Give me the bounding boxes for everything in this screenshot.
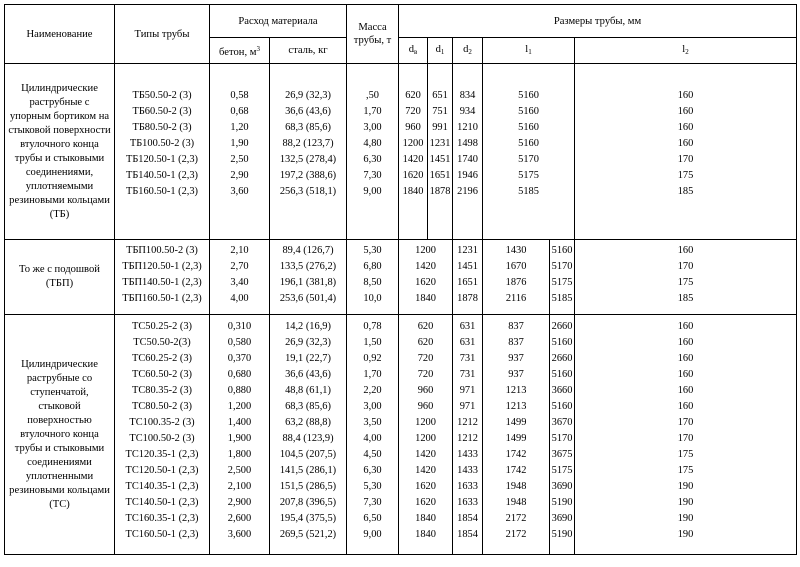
steel-value: 68,3 (85,6) [285, 401, 331, 412]
d1-value: 971 [459, 385, 476, 396]
type-cell: ТС60.25-2 (3) [131, 353, 193, 364]
d1-value: 1878 [429, 186, 451, 197]
concrete-value: 2,600 [227, 513, 252, 524]
type-cell: ТБП100.50-2 (3) [126, 245, 198, 256]
d2-value: 937 [508, 353, 524, 364]
l1-value: 3675 [551, 449, 573, 460]
d2-value: 1742 [505, 449, 527, 460]
mass-value: 3,00 [363, 401, 382, 412]
d1-value: 971 [459, 401, 476, 412]
type-cell: ТБП120.50-1 (2,3) [122, 261, 202, 272]
l1-value: 5160 [518, 122, 539, 133]
steel-value: 63,2 (88,8) [285, 417, 331, 428]
types-tbp-cell [115, 240, 210, 315]
l2-value: 160 [677, 90, 694, 101]
mass-value: 1,70 [363, 106, 382, 117]
d2-value: 1499 [505, 433, 527, 444]
mass-value: 3,00 [363, 122, 382, 133]
l1-value: 2660 [551, 353, 573, 364]
type-cell: ТС140.50-1 (2,3) [125, 497, 199, 508]
l2-value: 160 [677, 401, 694, 412]
d1-value: 1633 [457, 497, 478, 508]
type-cell: ТС120.35-1 (2,3) [125, 449, 199, 460]
col-d2-header: $d_2$ [453, 38, 483, 64]
concrete-value: 0,68 [230, 106, 249, 117]
steel-value: 14,2 (16,9) [285, 321, 331, 332]
types-tc-cell [115, 315, 210, 555]
d1-value: 1633 [457, 481, 478, 492]
l1-value: 5160 [551, 337, 573, 348]
d2-value: 1213 [505, 401, 527, 412]
mass-value: 1,50 [363, 337, 382, 348]
concrete-value: 3,600 [227, 529, 252, 540]
l1-value: 2660 [551, 321, 573, 332]
concrete-value: 2,10 [230, 245, 249, 256]
d1-value: 651 [432, 90, 448, 101]
d-value: 960 [417, 385, 434, 396]
l1-value: 5190 [551, 529, 573, 540]
d1-value: 1451 [429, 154, 451, 165]
l2-value: 185 [677, 186, 694, 197]
d-tbp-cell [399, 240, 453, 315]
d1-value: 731 [459, 353, 476, 364]
d2-tbp-cell [483, 240, 550, 315]
l2-value: 160 [677, 245, 694, 256]
steel-value: 68,3 (85,6) [285, 122, 331, 133]
l2-value: 160 [677, 369, 694, 380]
steel-value: 141,5 (286,1) [279, 465, 337, 476]
l1-value: 5190 [551, 497, 573, 508]
d2-value: 1876 [505, 277, 527, 288]
mass-value: 8,50 [363, 277, 382, 288]
steel-value: 256,3 (518,1) [279, 186, 337, 197]
concrete-value: 2,900 [227, 497, 252, 508]
d2-tc-cell [483, 315, 550, 555]
concrete-value: 0,680 [227, 369, 252, 380]
l1-value: 3690 [551, 513, 573, 524]
l2-value: 190 [677, 481, 694, 492]
type-cell: ТС160.50-1 (2,3) [125, 529, 199, 540]
d1-value: 1651 [429, 170, 451, 181]
l2-value: 175 [677, 465, 694, 476]
concrete-value: 1,900 [227, 433, 252, 444]
col-concrete-header: бетон, $м^3$ [210, 38, 270, 64]
d-value: 1620 [415, 497, 436, 508]
type-cell: ТБ100.50-2 (3) [129, 138, 195, 149]
d-value: 720 [417, 369, 434, 380]
d1-value: 991 [432, 122, 448, 133]
concrete-value: 1,20 [230, 122, 249, 133]
col-l2-header: $l_2$ [575, 38, 797, 64]
l1-value: 5170 [518, 154, 539, 165]
d2-value: 2172 [505, 529, 527, 540]
d-tc-cell [399, 315, 453, 555]
l2-value: 160 [677, 353, 694, 364]
concrete-value: 0,310 [227, 321, 252, 332]
steel-value: 88,4 (123,9) [282, 433, 334, 444]
d-value: 1620 [415, 481, 436, 492]
d2-value: 834 [459, 90, 476, 101]
d-value: 1200 [415, 433, 436, 444]
mass-value: 9,00 [363, 529, 382, 540]
concrete-value: 3,60 [230, 186, 249, 197]
d-value: 1200 [415, 245, 436, 256]
d-value: 1420 [402, 154, 424, 165]
concrete-value: 4,00 [230, 293, 249, 304]
d-value: 960 [417, 401, 434, 412]
l1-tbp-cell [550, 240, 575, 315]
l1-value: 5175 [551, 277, 573, 288]
d1-tb-cell [428, 64, 453, 240]
mass-value: 4,50 [363, 449, 382, 460]
l1-value: 5160 [518, 90, 539, 101]
d-value: 720 [405, 106, 421, 117]
concrete-value: 1,90 [230, 138, 249, 149]
d1-value: 1651 [457, 277, 478, 288]
group-name-tb: Цилиндрические раструбные с упорным бортиком на стыковой поверхности втулочного конца трубы и стыковыми соединениями, уплотняемыми резиновыми кольцами (ТБ) [5, 64, 115, 240]
type-cell: ТБП140.50-1 (2,3) [122, 277, 202, 288]
steel-value: 48,8 (61,1) [285, 385, 331, 396]
group-name-tc: Цилиндрические раструбные со ступенчатой, стыковой поверхностью втулочного конца трубы и стыковыми соединениями уплотненными резиновыми кольцами (ТС) [5, 315, 115, 555]
mass-value: 10,0 [363, 293, 382, 304]
mass-value: 6,80 [363, 261, 382, 272]
steel-value: 19,1 (22,7) [285, 353, 331, 364]
concrete-value: 2,500 [227, 465, 252, 476]
l2-value: 170 [677, 261, 694, 272]
d1-value: 1451 [457, 261, 478, 272]
group-tbp-row [5, 240, 797, 315]
concrete-value: 2,50 [230, 154, 249, 165]
d2-value: 937 [508, 369, 524, 380]
d1-value: 631 [459, 321, 476, 332]
concrete-value: 0,58 [230, 90, 249, 101]
mass-value: 4,80 [363, 138, 382, 149]
steel-tc-cell [270, 315, 347, 555]
steel-value: 197,2 (388,6) [279, 170, 337, 181]
d-value: 1840 [415, 293, 436, 304]
d2-value: 2172 [505, 513, 527, 524]
concrete-value: 3,40 [230, 277, 249, 288]
steel-value: 26,9 (32,3) [285, 90, 331, 101]
d2-value: 1948 [505, 481, 527, 492]
concrete-value: 1,200 [227, 401, 252, 412]
d1-value: 1231 [429, 138, 451, 149]
d2-value: 1498 [457, 138, 478, 149]
type-cell: ТБ160.50-1 (2,3) [125, 186, 199, 197]
l1-value: 3670 [551, 417, 573, 428]
d-value: 620 [405, 90, 421, 101]
d1-value: 1854 [457, 529, 478, 540]
mass-tb-cell [347, 64, 399, 240]
d-tb-cell [399, 64, 428, 240]
mass-value: 4,00 [363, 433, 382, 444]
l1-value: 5160 [551, 401, 573, 412]
d-value: 1840 [402, 186, 424, 197]
d2-value: 1213 [505, 385, 527, 396]
d1-value: 1854 [457, 513, 478, 524]
header-row-1 [5, 5, 797, 38]
l2-value: 190 [677, 529, 694, 540]
type-cell: ТБ80.50-2 (3) [132, 122, 192, 133]
d1-value: 1433 [457, 449, 478, 460]
d1-value: 631 [459, 337, 476, 348]
l1-value: 5170 [551, 261, 573, 272]
d1-tc-cell [453, 315, 483, 555]
concrete-tc-cell [210, 315, 270, 555]
d1-value: 1231 [457, 245, 478, 256]
d-value: 1620 [415, 277, 436, 288]
pipe-spec-table [4, 4, 797, 555]
d2-value: 1210 [457, 122, 478, 133]
type-cell: ТС100.35-2 (3) [129, 417, 195, 428]
mass-tbp-cell [347, 240, 399, 315]
type-cell: ТБП160.50-1 (2,3) [122, 293, 202, 304]
l2-value: 190 [677, 497, 694, 508]
d2-tb-cell [453, 64, 483, 240]
col-l1-header: $l_1$ [483, 38, 575, 64]
col-name-header: Наименование [5, 5, 115, 64]
steel-tb-cell [270, 64, 347, 240]
d2-value: 2196 [457, 186, 478, 197]
type-cell: ТС80.35-2 (3) [131, 385, 193, 396]
type-cell: ТС140.35-1 (2,3) [125, 481, 199, 492]
col-sizes-header: Размеры трубы, мм [399, 5, 797, 38]
l2-value: 160 [677, 122, 694, 133]
steel-value: 195,4 (375,5) [279, 513, 337, 524]
d-value: 1840 [415, 513, 436, 524]
col-d-header: $d_в$ [399, 38, 428, 64]
d1-tbp-cell [453, 240, 483, 315]
l2-value: 170 [677, 417, 694, 428]
l1-value: 5160 [518, 138, 539, 149]
mass-tc-cell [347, 315, 399, 555]
mass-value: 6,30 [363, 465, 382, 476]
steel-value: 88,2 (123,7) [282, 138, 334, 149]
l2-tc-cell [575, 315, 797, 555]
d-value: 1200 [415, 417, 436, 428]
mass-value: 0,78 [363, 321, 382, 332]
l1-tb-cell [483, 64, 575, 240]
d-value: 960 [405, 122, 421, 133]
l2-value: 160 [677, 138, 694, 149]
d-value: 1840 [415, 529, 436, 540]
steel-value: 36,6 (43,6) [285, 369, 331, 380]
d-value: 1420 [415, 465, 436, 476]
l1-value: 5185 [518, 186, 539, 197]
d1-value: 1212 [457, 417, 478, 428]
type-cell: ТС100.50-2 (3) [129, 433, 195, 444]
steel-value: 253,6 (501,4) [279, 293, 337, 304]
group-tc-row [5, 315, 797, 555]
steel-value: 207,8 (396,5) [279, 497, 337, 508]
steel-value: 36,6 (43,6) [285, 106, 331, 117]
steel-value: 196,1 (381,8) [279, 277, 337, 288]
d2-value: 1742 [505, 465, 527, 476]
steel-value: 269,5 (521,2) [279, 529, 337, 540]
l2-value: 185 [677, 293, 694, 304]
l1-value: 3690 [551, 481, 573, 492]
concrete-value: 1,400 [227, 417, 252, 428]
d1-value: 751 [432, 106, 448, 117]
col-types-header: Типы трубы [115, 5, 210, 64]
l1-tc-cell [550, 315, 575, 555]
col-d1-header: $d_1$ [428, 38, 453, 64]
concrete-value: 0,880 [227, 385, 252, 396]
d2-value: 1430 [505, 245, 527, 256]
l2-value: 160 [677, 385, 694, 396]
d2-value: 1499 [505, 417, 527, 428]
type-cell: ТС160.35-1 (2,3) [125, 513, 199, 524]
col-mass-header: Масса трубы, т [347, 5, 399, 64]
l2-value: 175 [677, 170, 694, 181]
d-value: 720 [417, 353, 434, 364]
l2-value: 160 [677, 321, 694, 332]
d2-value: 1946 [457, 170, 478, 181]
mass-value: 2,20 [363, 385, 382, 396]
mass-value: 0,92 [363, 353, 382, 364]
type-cell: ТБ140.50-1 (2,3) [125, 170, 199, 181]
l2-value: 175 [677, 449, 694, 460]
d-value: 1620 [402, 170, 424, 181]
d2-value: 2116 [505, 293, 527, 304]
concrete-value: 2,100 [227, 481, 252, 492]
mass-value: 7,30 [363, 497, 382, 508]
concrete-value: 2,90 [230, 170, 249, 181]
mass-value: 7,30 [363, 170, 382, 181]
concrete-value: 0,580 [227, 337, 252, 348]
group-name-tbp: То же с подошвой (ТБП) [5, 240, 115, 315]
d2-value: 1740 [457, 154, 478, 165]
d1-value: 1433 [457, 465, 478, 476]
l2-value: 160 [677, 106, 694, 117]
concrete-value: 2,70 [230, 261, 249, 272]
l1-value: 5160 [518, 106, 539, 117]
steel-value: 89,4 (126,7) [282, 245, 334, 256]
type-cell: ТБ120.50-1 (2,3) [125, 154, 199, 165]
l2-value: 160 [677, 337, 694, 348]
l2-tbp-cell [575, 240, 797, 315]
concrete-tb-cell [210, 64, 270, 240]
d2-value: 934 [459, 106, 476, 117]
steel-value: 26,9 (32,3) [285, 337, 331, 348]
d-value: 620 [417, 321, 434, 332]
d1-value: 1212 [457, 433, 478, 444]
col-steel-header: сталь, кг [270, 38, 347, 64]
l1-value: 5170 [551, 433, 573, 444]
mass-value: 6,30 [363, 154, 382, 165]
d2-value: 837 [508, 337, 524, 348]
l2-value: 170 [677, 154, 694, 165]
d1-value: 731 [459, 369, 476, 380]
d2-value: 1948 [505, 497, 527, 508]
mass-value: 6,50 [363, 513, 382, 524]
d-value: 1420 [415, 261, 436, 272]
d-value: 1420 [415, 449, 436, 460]
l2-value: 175 [677, 277, 694, 288]
steel-value: 151,5 (286,5) [279, 481, 337, 492]
l1-value: 5185 [551, 293, 573, 304]
types-tb-cell [115, 64, 210, 240]
steel-value: 104,5 (207,5) [279, 449, 337, 460]
mass-value: 5,30 [363, 245, 382, 256]
type-cell: ТС50.50-2(3) [133, 337, 191, 348]
mass-value: 1,70 [363, 369, 382, 380]
type-cell: ТБ50.50-2 (3) [132, 90, 192, 101]
d-value: 620 [417, 337, 434, 348]
concrete-value: 0,370 [227, 353, 252, 364]
type-cell: ТС120.50-1 (2,3) [125, 465, 199, 476]
group-tb-row [5, 64, 797, 240]
col-consumption-header: Расход материала [210, 5, 347, 38]
l2-tb-cell [575, 64, 797, 240]
concrete-tbp-cell [210, 240, 270, 315]
d1-value: 1878 [457, 293, 478, 304]
steel-value: 132,5 (278,4) [279, 154, 337, 165]
l1-value: 5175 [518, 170, 539, 181]
type-cell: ТС60.50-2 (3) [131, 369, 193, 380]
l1-value: 5160 [551, 245, 573, 256]
l2-value: 190 [677, 513, 694, 524]
mass-value: 9,00 [363, 186, 382, 197]
steel-value: 133,5 (276,2) [279, 261, 337, 272]
l1-value: 3660 [551, 385, 573, 396]
d2-value: 1670 [505, 261, 527, 272]
d-value: 1200 [402, 138, 424, 149]
l2-value: 170 [677, 433, 694, 444]
steel-tbp-cell [270, 240, 347, 315]
concrete-value: 1,800 [227, 449, 252, 460]
mass-value: 5,30 [363, 481, 382, 492]
type-cell: ТС80.50-2 (3) [131, 401, 193, 412]
type-cell: ТБ60.50-2 (3) [132, 106, 192, 117]
d2-value: 837 [508, 321, 524, 332]
type-cell: ТС50.25-2 (3) [131, 321, 193, 332]
mass-value: 3,50 [363, 417, 382, 428]
l1-value: 5160 [551, 369, 573, 380]
mass-value: ,50 [366, 90, 380, 101]
l1-value: 5175 [551, 465, 573, 476]
